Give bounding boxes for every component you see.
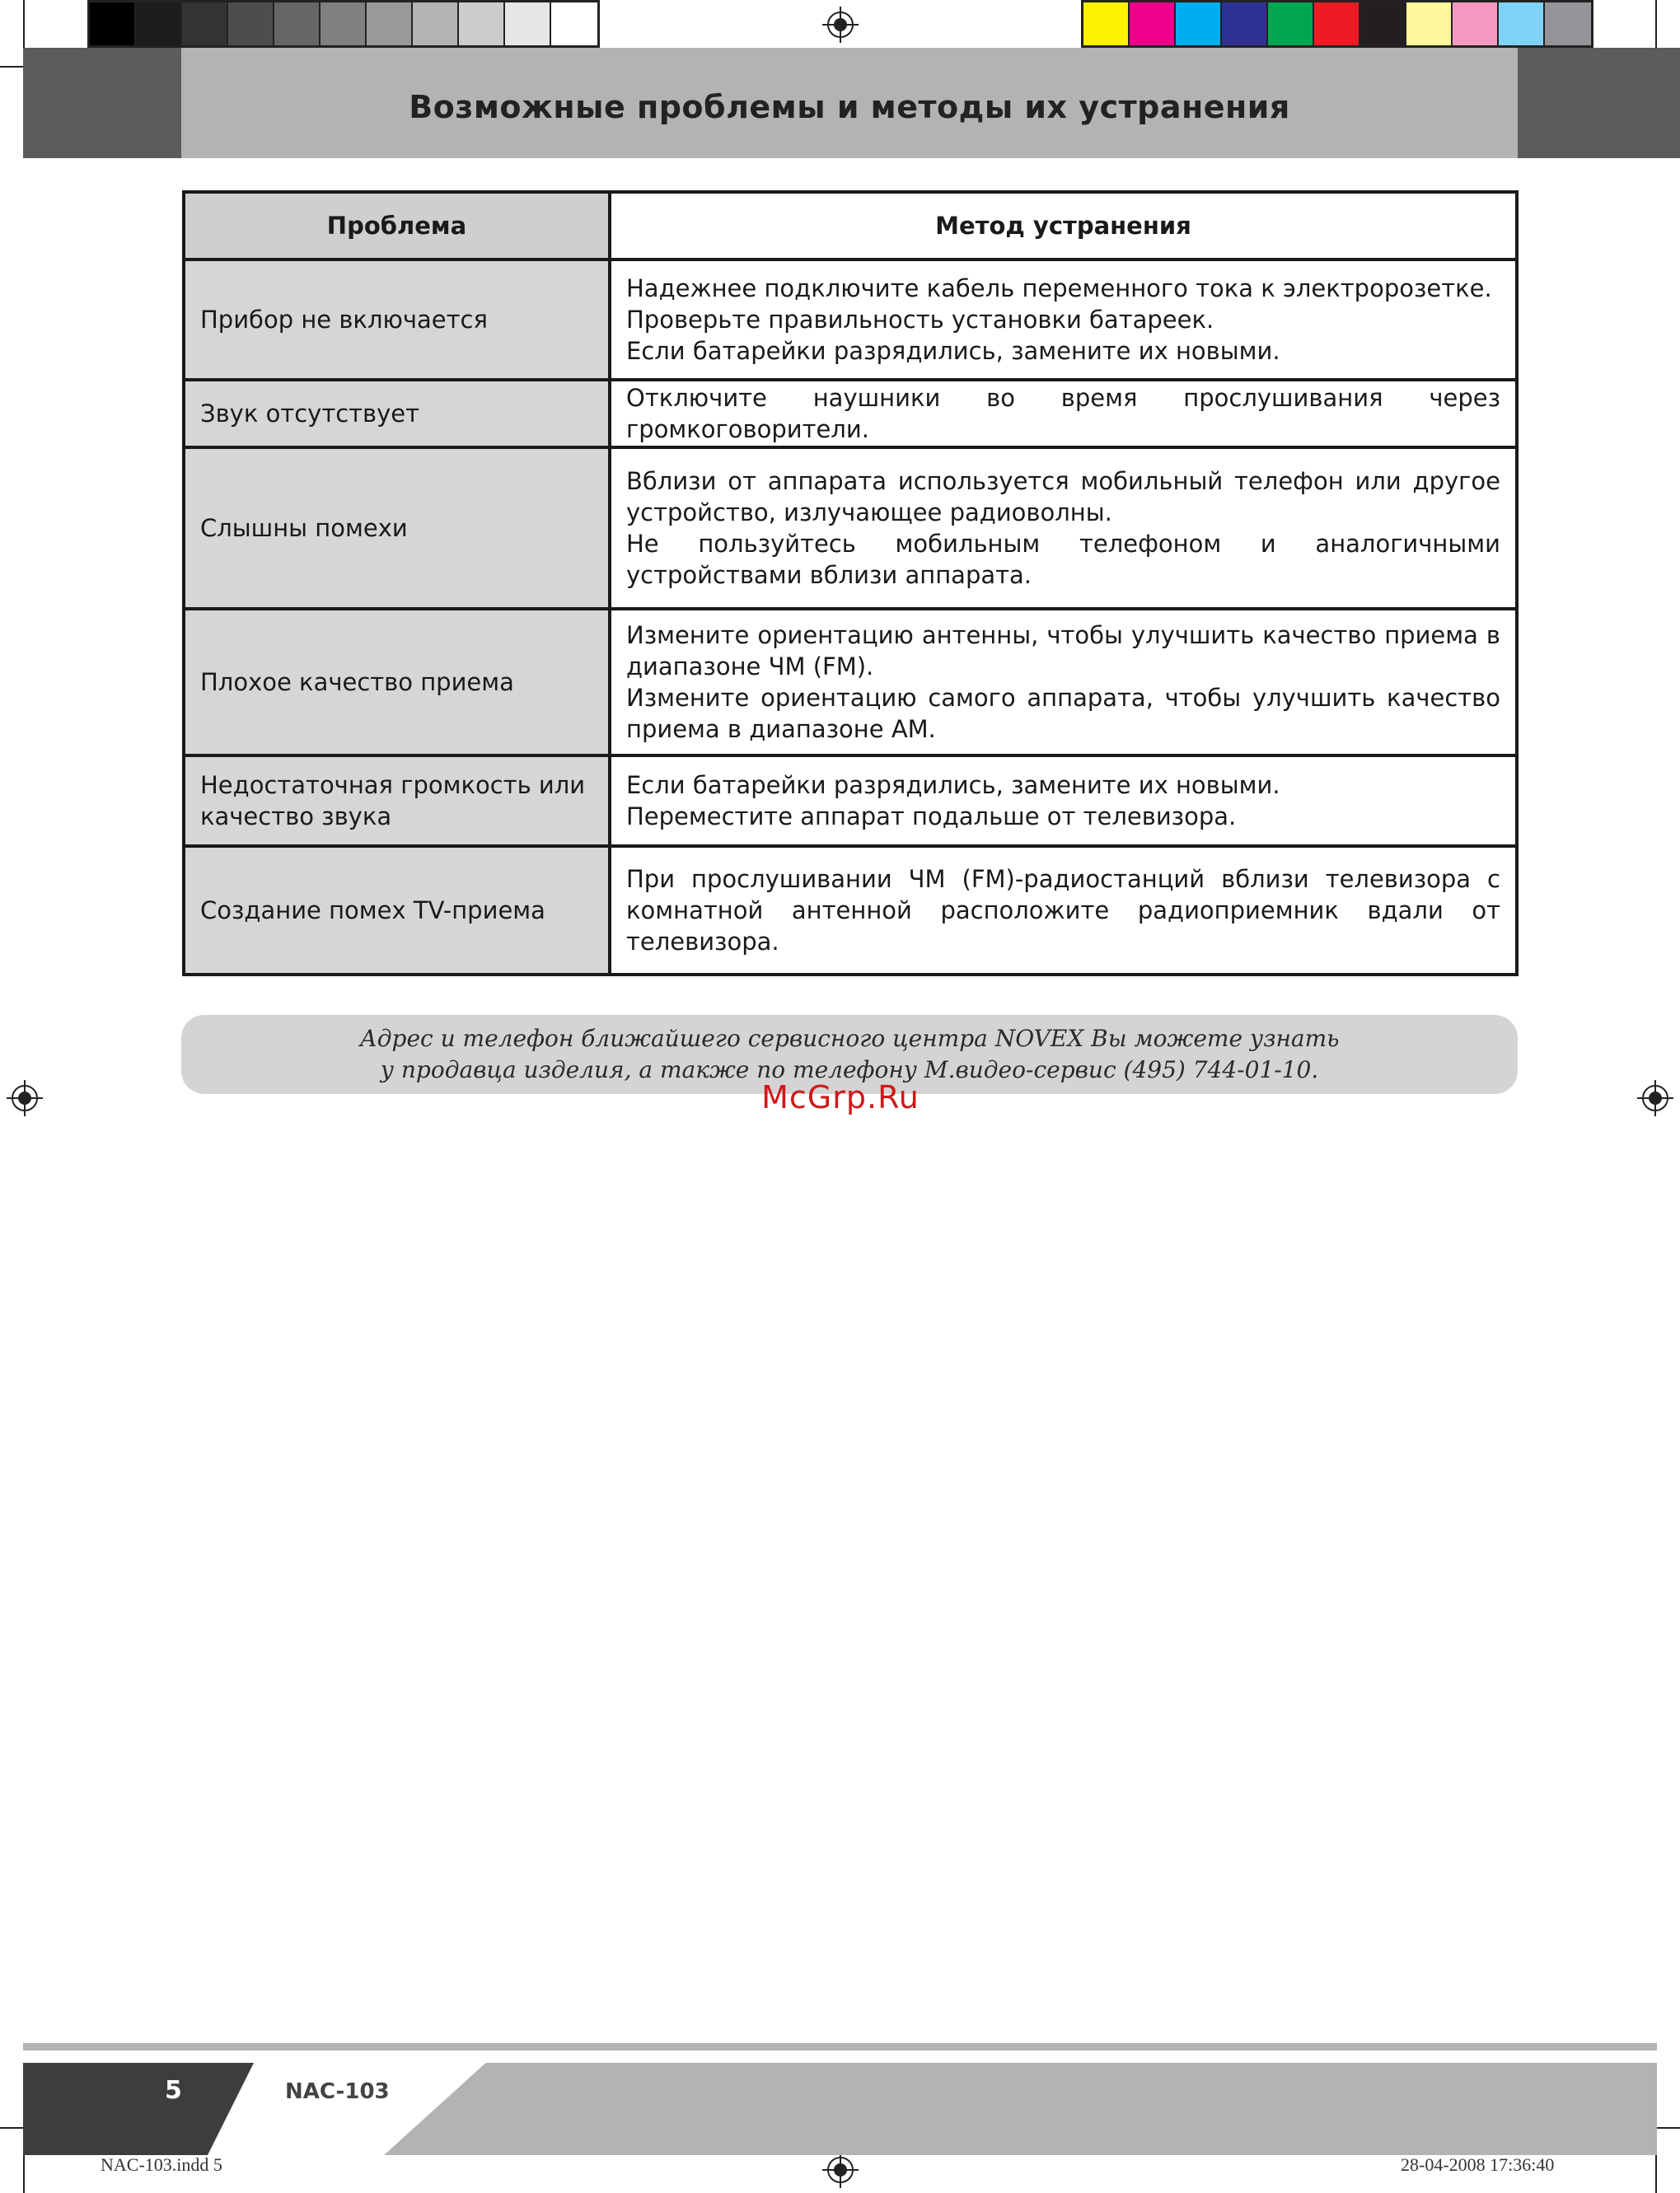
footer-rule xyxy=(23,2043,1657,2050)
calibration-swatch xyxy=(367,2,413,45)
method-line: Измените ориентацию самого аппарата, чтобы улучшить качество приема в диапазоне АМ. xyxy=(626,684,1500,743)
calibration-swatch xyxy=(1268,2,1314,45)
footer-page-block xyxy=(23,2063,254,2155)
registration-mark-icon xyxy=(822,2152,859,2188)
problem-cell: Слышны помехи xyxy=(184,447,610,609)
crop-mark xyxy=(23,0,25,49)
table-body xyxy=(184,260,1517,975)
calibration-swatch xyxy=(321,2,367,45)
calibration-swatch xyxy=(1314,2,1360,45)
calibration-swatch xyxy=(1176,2,1222,45)
troubleshooting-table xyxy=(182,190,1519,976)
calibration-swatch xyxy=(90,2,136,45)
calibration-swatch xyxy=(551,2,597,45)
method-line: Вблизи от аппарата используется мобильный телефон или другое устройство, излучающее радиоволны. xyxy=(626,467,1500,526)
calibration-swatch xyxy=(1222,2,1268,45)
problem-cell: Недостаточная громкость или качество звука xyxy=(184,755,610,846)
page-title: Возможные проблемы и методы их устранения xyxy=(409,89,1290,125)
column-header-problem: Проблема xyxy=(184,192,610,260)
print-date: 28-04-2008 17:36:40 xyxy=(1401,2154,1555,2175)
calibration-swatch xyxy=(1083,2,1130,45)
registration-mark-icon xyxy=(822,7,859,43)
footer-band xyxy=(384,2063,1657,2155)
model-label: NAC-103 xyxy=(285,2079,390,2104)
table-header-row xyxy=(184,192,1517,260)
method-line: Если батарейки разрядились, замените их новыми. xyxy=(626,337,1280,365)
registration-mark-icon xyxy=(1637,1080,1673,1116)
problem-cell: Звук отсутствует xyxy=(184,380,610,447)
table-row xyxy=(184,755,1517,846)
method-cell xyxy=(610,846,1517,975)
service-note xyxy=(181,1023,1518,1086)
file-info: NAC-103.indd 5 xyxy=(101,2154,222,2175)
calibration-swatch xyxy=(1130,2,1176,45)
method-line: При прослушивании ЧМ (FM)-радиостанций вблизи телевизора с комнатной антенной расположите радиоприемник вдали от телевизора. xyxy=(626,865,1500,956)
calibration-swatch xyxy=(136,2,182,45)
method-cell xyxy=(610,609,1517,755)
calibration-swatch xyxy=(274,2,321,45)
method-cell xyxy=(610,447,1517,609)
watermark: McGrp.Ru xyxy=(761,1079,920,1115)
method-line: Надежнее подключите кабель переменного тока к электророзетке. xyxy=(626,274,1492,302)
service-note-line: у продавца изделия, а также по телефону М.видео-сервис (495) 744-01-10. xyxy=(380,1056,1319,1083)
table-row xyxy=(184,260,1517,380)
color-calibration-bar xyxy=(1081,0,1593,48)
method-line: Не пользуйтесь мобильным телефоном и аналогичными устройствами вблизи аппарата. xyxy=(626,530,1500,589)
calibration-swatch xyxy=(1453,2,1499,45)
calibration-swatch xyxy=(1499,2,1545,45)
calibration-swatch xyxy=(1406,2,1453,45)
method-line: Если батарейки разрядились, замените их новыми. xyxy=(626,771,1280,799)
calibration-swatch xyxy=(1360,2,1406,45)
problem-cell: Прибор не включается xyxy=(184,260,610,380)
column-header-method: Метод устранения xyxy=(610,192,1517,260)
calibration-swatch xyxy=(413,2,459,45)
calibration-swatch xyxy=(459,2,505,45)
method-line: Проверьте правильность установки батареек. xyxy=(626,306,1214,334)
crop-mark xyxy=(1655,0,1657,49)
method-line: Переместите аппарат подальше от телевизора. xyxy=(626,802,1237,830)
calibration-swatch xyxy=(505,2,551,45)
header-dark-block-right xyxy=(1518,48,1680,158)
table-row xyxy=(184,447,1517,609)
calibration-swatch xyxy=(1545,2,1591,45)
method-line: Измените ориентацию антенны, чтобы улучшить качество приема в диапазоне ЧМ (FM). xyxy=(626,621,1500,680)
table-row xyxy=(184,609,1517,755)
method-line: Отключите наушники во время прослушивания через громкоговорители. xyxy=(626,384,1500,443)
header-dark-block-left xyxy=(23,48,181,158)
service-note-line: Адрес и телефон ближайшего сервисного центра NOVEX Вы можете узнать xyxy=(359,1025,1340,1052)
table-row xyxy=(184,846,1517,975)
registration-mark-icon xyxy=(7,1080,43,1116)
method-cell xyxy=(610,260,1517,380)
table-row xyxy=(184,380,1517,447)
method-cell xyxy=(610,755,1517,846)
page-number: 5 xyxy=(165,2076,182,2105)
method-cell xyxy=(610,380,1517,447)
problem-cell: Создание помех TV-приема xyxy=(184,846,610,975)
problem-cell: Плохое качество приема xyxy=(184,609,610,755)
calibration-swatch xyxy=(228,2,274,45)
grayscale-calibration-bar xyxy=(87,0,600,48)
calibration-swatch xyxy=(182,2,228,45)
